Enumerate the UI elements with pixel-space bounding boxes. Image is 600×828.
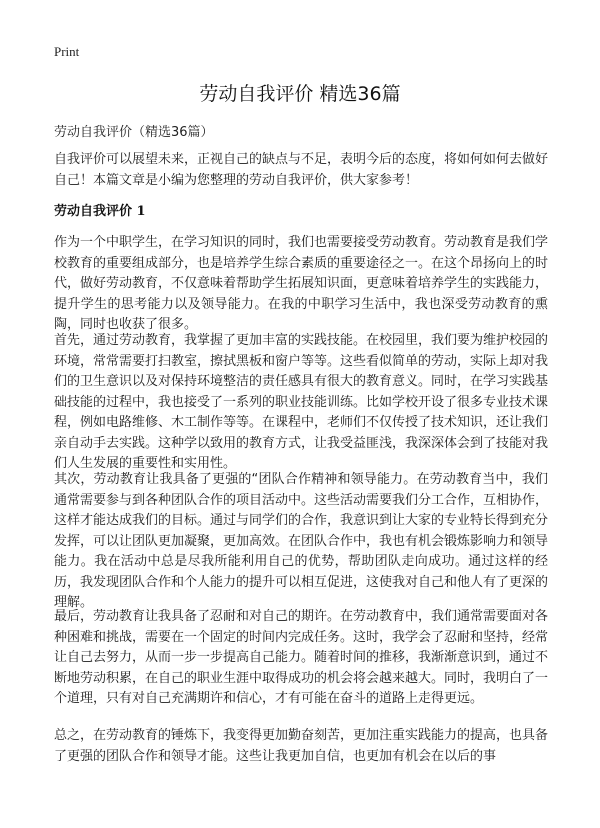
print-label[interactable]: Print — [54, 44, 80, 59]
body-paragraph-3: 其次，劳动教育让我具备了更强的“团队合作精神和领导能力。在劳动教育当中，我们通常需要参与到各种团队合作的项目活动中。这些活动需要我们分工合作，互相协作，这样才能达成我们的目标。通过与同学们的合作，我意识到让大家的专业特长得到充分发挥，可以让团队更加凝聚，更加高效。在团队合作中，我也有机会锻炼影响力和领导能力。我在活动中总是尽我所能利用自己的优势，帮助团队走向成功。通过这样的经历，我发现团队合作和个人能力的提升可以相互促进，这使我对自己和他人有了更深的理解。 — [54, 472, 549, 610]
body-paragraph-1: 作为一个中职学生，在学习知识的同时，我们也需要接受劳动教育。劳动教育是我们学校教育的重要组成部分，也是培养学生综合素质的重要途径之一。在这个昂扬向上的时代，做好劳动教育，不仅意味着帮助学生拓展知识面，更意味着培养学生的实践能力，提升学生的思考能力以及领导能力。在我的中职学习生活中，我也深受劳动教育的熏陶，同时也收获了很多。 — [54, 235, 549, 332]
article-subtitle: 劳动自我评价（精选36篇） — [54, 125, 214, 140]
intro-paragraph: 自我评价可以展望未来，正视自己的缺点与不足，表明今后的态度，将如何如何去做好自己！本篇文章是小编为您整理的劳动自我评价，供大家参考！ — [54, 152, 549, 188]
body-paragraph-5: 总之，在劳动教育的锤炼下，我变得更加勤奋刻苦，更加注重实践能力的提高，也具备了更强的团队合作和领导才能。这些让我更加自信，也更加有机会在以后的事 — [54, 728, 549, 764]
section-heading: 劳动自我评价 1 — [54, 204, 146, 219]
body-paragraph-4: 最后，劳动教育让我具备了忍耐和对自己的期许。在劳动教育中，我们通常需要面对各种困难和挑战，需要在一个固定的时间内完成任务。这时，我学会了忍耐和坚持，经常让自己去努力，从而一步一步提高自己能力。随着时间的推移，我渐渐意识到，通过不断地劳动积累，在自己的职业生涯中取得成功的机会将会越来越大。同时，我明白了一个道理，只有对自己充满期许和信心，才有可能在奋斗的道路上走得更远。 — [54, 609, 549, 706]
body-paragraph-2: 首先，通过劳动教育，我掌握了更加丰富的实践技能。在校园里，我们要为维护校园的环境，常常需要打扫教室，擦拭黑板和窗户等等。这些看似简单的劳动，实际上却对我们的卫生意识以及对保持环境整洁的责任感具有很大的教育意义。同时，在学习实践基础技能的过程中，我也接受了一系列的职业技能训练。比如学校开设了很多专业技术课程，例如电路维修、木工制作等等。在课程中，老师们不仅传授了技术知识，还让我们亲自动手去实践。这种学以致用的教育方式，让我受益匪浅，我深深体会到了技能对我们人生发展的重要性和实用性。 — [54, 333, 549, 471]
page-title: 劳动自我评价 精选36篇 — [199, 83, 401, 105]
